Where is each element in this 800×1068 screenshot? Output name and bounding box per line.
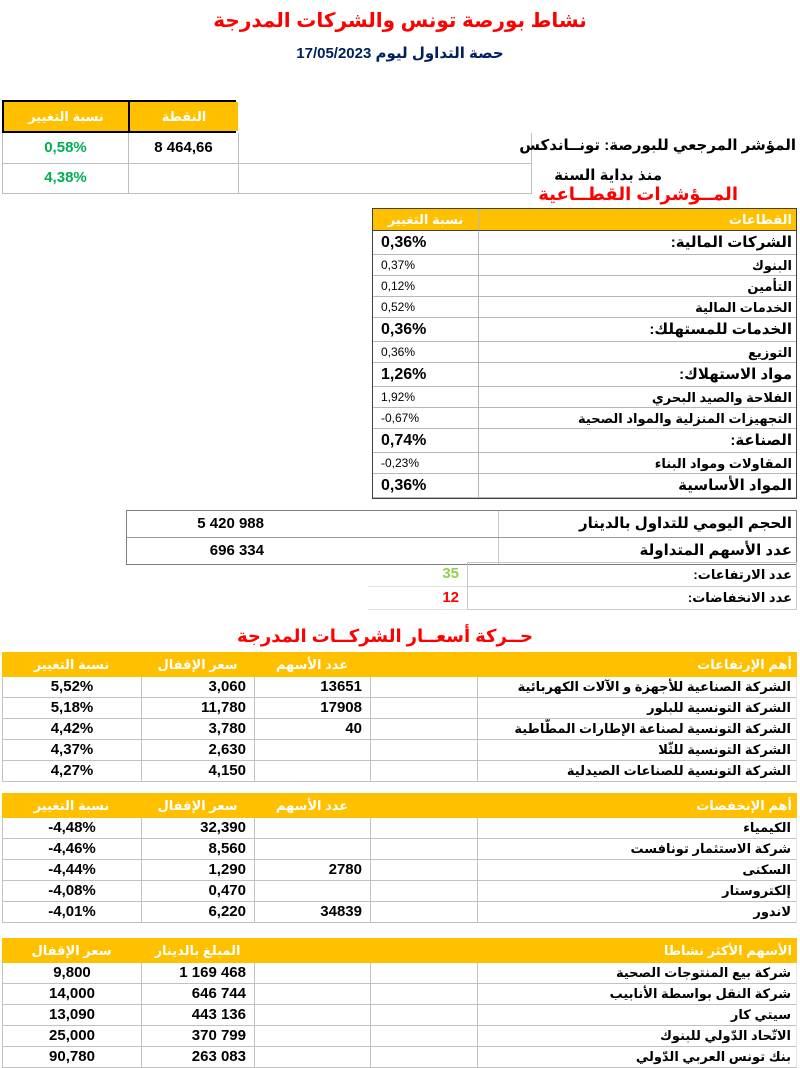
sector-name: التوزيع (478, 342, 796, 363)
table-row (373, 387, 796, 408)
company-name: بنك تونس العربي الدّولي (477, 1047, 797, 1068)
company-name: الشركة الصناعية للأجهزة و الآلات الكهربائية (477, 677, 797, 698)
empty-cell (370, 1047, 477, 1068)
index-table (2, 100, 532, 193)
sector-name: مواد الاستهلاك: (478, 363, 796, 387)
risers-table (2, 652, 797, 782)
close-price-cell: 11,780 (141, 698, 254, 719)
close-price-cell: 25,000 (2, 1026, 141, 1047)
shares-cell (254, 761, 370, 782)
company-name: سيتي كار (477, 1005, 797, 1026)
sector-name: الخدمات المالية (478, 297, 796, 318)
empty-cell (238, 133, 532, 164)
sector-change: -0,23% (373, 453, 478, 474)
empty-cell (370, 1026, 477, 1047)
table-row (2, 818, 797, 839)
traded-shares-label: عدد الأسهم المتداولة (498, 538, 796, 564)
empty-cell (370, 984, 477, 1005)
most-active-table (2, 938, 797, 1068)
movement-section-title: حــركة أسعــار الشركــات المدرجة (236, 626, 533, 646)
table-row (373, 429, 796, 453)
table-row (2, 881, 797, 902)
company-name: شركة النقل بواسطة الأنابيب (477, 984, 797, 1005)
change-cell: -4,01% (2, 902, 141, 923)
index-points-value: 8 464,66 (128, 133, 238, 164)
table-row (373, 453, 796, 474)
empty-header-cell (370, 652, 477, 677)
amount-cell: 370 799 (141, 1026, 254, 1047)
empty-cell (370, 761, 477, 782)
table-row (373, 342, 796, 363)
sector-name: الصناعة: (478, 429, 796, 453)
volume-summary-box (126, 510, 797, 565)
shares-cell: 13651 (254, 677, 370, 698)
close-price-cell: 9,800 (2, 963, 141, 984)
ups-count: 35 (368, 562, 467, 587)
sector-name: التجهيزات المنزلية والمواد الصحية (478, 408, 796, 429)
shares-cell: 34839 (254, 902, 370, 923)
table-row (2, 719, 797, 740)
table-row (2, 677, 797, 698)
close-price-cell: 0,470 (141, 881, 254, 902)
page-title: نشاط بورصة تونس والشركات المدرجة (213, 10, 587, 32)
table-row (373, 318, 796, 342)
change-cell: 5,52% (2, 677, 141, 698)
index-row-label: المؤشر المرجعي للبورصة: تونــاندكس (519, 137, 796, 154)
ytd-change-value: 4,38% (2, 163, 128, 194)
sector-change: -0,67% (373, 408, 478, 429)
ytd-row-label: منذ بداية السنة (554, 167, 662, 184)
sector-name: الخدمات للمستهلك: (478, 318, 796, 342)
index-change-value: 0,58% (2, 133, 128, 164)
shares-cell (254, 818, 370, 839)
company-name: شركة بيع المنتوجات الصحية (477, 963, 797, 984)
shares-cell: 17908 (254, 698, 370, 719)
empty-cell (254, 1005, 370, 1026)
empty-cell (370, 963, 477, 984)
empty-cell (370, 698, 477, 719)
empty-cell (268, 511, 498, 537)
sector-name: المقاولات ومواد البناء (478, 453, 796, 474)
risers-header: أهم الإرتفاعات (697, 657, 792, 672)
company-name: الشركة التونسية للصناعات الصيدلية (477, 761, 797, 782)
empty-cell (254, 963, 370, 984)
fallers-header: أهم الإنخفضات (696, 798, 792, 813)
empty-cell (370, 902, 477, 923)
table-row (2, 984, 797, 1005)
sector-change: 0,74% (373, 429, 478, 453)
empty-header-cell (370, 793, 477, 818)
fallers-table (2, 793, 797, 923)
most-active-table-header (2, 938, 797, 963)
company-name: الشركة التونسية لصناعة الإطارات المطّاطية (477, 719, 797, 740)
empty-cell (128, 163, 238, 194)
close-price-cell: 6,220 (141, 902, 254, 923)
table-row (2, 860, 797, 881)
sector-table (372, 208, 797, 499)
table-row (127, 511, 796, 538)
table-row (373, 276, 796, 297)
close-price-cell: 2,630 (141, 740, 254, 761)
shares-cell (254, 740, 370, 761)
table-row (373, 363, 796, 387)
sector-change: 0,12% (373, 276, 478, 297)
table-row (2, 1026, 797, 1047)
company-name: الكيمياء (477, 818, 797, 839)
close-price-cell: 4,150 (141, 761, 254, 782)
change-cell: 4,27% (2, 761, 141, 782)
sector-change: 0,36% (373, 231, 478, 255)
empty-header-cell (254, 938, 370, 963)
change-cell: 4,42% (2, 719, 141, 740)
table-row (2, 1047, 797, 1068)
table-row (127, 538, 796, 564)
table-row (373, 255, 796, 276)
company-name: الشركة التونسية للبلور (477, 698, 797, 719)
amount-cell: 646 744 (141, 984, 254, 1005)
change-header: نسبة التغيير (33, 798, 110, 813)
downs-label: عدد الانخفاضات: (467, 586, 797, 610)
sector-name: البنوك (478, 255, 796, 276)
change-header: نسبة التغيير (33, 657, 110, 672)
amount-cell: 263 083 (141, 1047, 254, 1068)
empty-cell (370, 719, 477, 740)
table-row (2, 761, 797, 782)
table-row (2, 163, 532, 193)
fallers-table-header (2, 793, 797, 818)
sector-name: المواد الأساسية (478, 474, 796, 498)
downs-row (368, 586, 797, 610)
empty-cell (370, 818, 477, 839)
table-row (2, 902, 797, 923)
sectors-header: القطاعات (478, 209, 796, 231)
sector-name: الشركات المالية: (478, 231, 796, 255)
empty-cell (254, 984, 370, 1005)
company-name: شركة الاستثمار تونافست (477, 839, 797, 860)
change-header: نسبة التغيير (373, 209, 478, 231)
sector-change: 0,36% (373, 342, 478, 363)
sector-name: الفلاحة والصيد البحري (478, 387, 796, 408)
shares-cell: 40 (254, 719, 370, 740)
close-price-cell: 1,290 (141, 860, 254, 881)
sector-name: التأمين (478, 276, 796, 297)
table-row (2, 133, 532, 163)
change-cell: -4,08% (2, 881, 141, 902)
sector-change: 0,37% (373, 255, 478, 276)
table-row (2, 698, 797, 719)
shares-header: عدد الأسهم (275, 798, 349, 813)
empty-cell (254, 1047, 370, 1068)
sector-change: 0,52% (373, 297, 478, 318)
change-header: نسبة التغيير (4, 102, 130, 131)
table-row (2, 740, 797, 761)
company-name: الاتّحاد الدّولي للبنوك (477, 1026, 797, 1047)
shares-cell (254, 881, 370, 902)
shares-cell (254, 839, 370, 860)
page-subtitle: حصة التداول ليوم 17/05/2023 (296, 45, 504, 62)
close-price-cell: 3,780 (141, 719, 254, 740)
sector-change: 0,36% (373, 318, 478, 342)
empty-cell (254, 1026, 370, 1047)
risers-table-header (2, 652, 797, 677)
sector-change: 1,92% (373, 387, 478, 408)
company-name: لاندور (477, 902, 797, 923)
empty-cell (370, 860, 477, 881)
sector-change: 1,26% (373, 363, 478, 387)
traded-shares-value: 696 334 (209, 542, 264, 559)
sector-change: 0,36% (373, 474, 478, 498)
empty-cell (268, 538, 498, 564)
ups-label: عدد الارتفاعات: (467, 562, 797, 587)
empty-cell (370, 677, 477, 698)
index-table-header (2, 100, 236, 133)
amount-header: المبلغ بالدينار (154, 943, 241, 958)
close-price-cell: 14,000 (2, 984, 141, 1005)
most-active-header: الأسهم الأكثر نشاطا (663, 943, 792, 958)
change-cell: -4,44% (2, 860, 141, 881)
amount-cell: 443 136 (141, 1005, 254, 1026)
company-name: إلكتروستار (477, 881, 797, 902)
points-header: النقطة (130, 102, 238, 131)
empty-cell (238, 163, 532, 194)
change-cell: -4,48% (2, 818, 141, 839)
empty-cell (370, 740, 477, 761)
change-cell: 4,37% (2, 740, 141, 761)
table-row (373, 231, 796, 255)
close-price-cell: 13,090 (2, 1005, 141, 1026)
sector-table-header (373, 209, 796, 231)
change-cell: 5,18% (2, 698, 141, 719)
sector-section-title: المــؤشرات القطــاعية (538, 184, 738, 204)
empty-header-cell (370, 938, 477, 963)
volume-label: الحجم اليومي للتداول بالدينار (498, 511, 796, 537)
shares-cell: 2780 (254, 860, 370, 881)
shares-header: عدد الأسهم (275, 657, 349, 672)
ups-row (368, 562, 797, 586)
amount-cell: 1 169 468 (141, 963, 254, 984)
empty-cell (370, 839, 477, 860)
close-price-cell: 90,780 (2, 1047, 141, 1068)
empty-cell (370, 1005, 477, 1026)
table-row (2, 963, 797, 984)
table-row (373, 408, 796, 429)
close-header: سعر الإقفال (31, 943, 112, 958)
close-header: سعر الإقفال (157, 798, 238, 813)
downs-count: 12 (368, 586, 467, 610)
volume-value: 5 420 988 (197, 515, 264, 532)
table-row (373, 297, 796, 318)
close-price-cell: 3,060 (141, 677, 254, 698)
close-price-cell: 32,390 (141, 818, 254, 839)
table-row (2, 839, 797, 860)
company-name: السكنى (477, 860, 797, 881)
change-cell: -4,46% (2, 839, 141, 860)
table-row (2, 1005, 797, 1026)
company-name: الشركة التونسية للثّلا (477, 740, 797, 761)
close-price-cell: 8,560 (141, 839, 254, 860)
table-row (373, 474, 796, 498)
close-header: سعر الإقفال (157, 657, 238, 672)
empty-cell (370, 881, 477, 902)
